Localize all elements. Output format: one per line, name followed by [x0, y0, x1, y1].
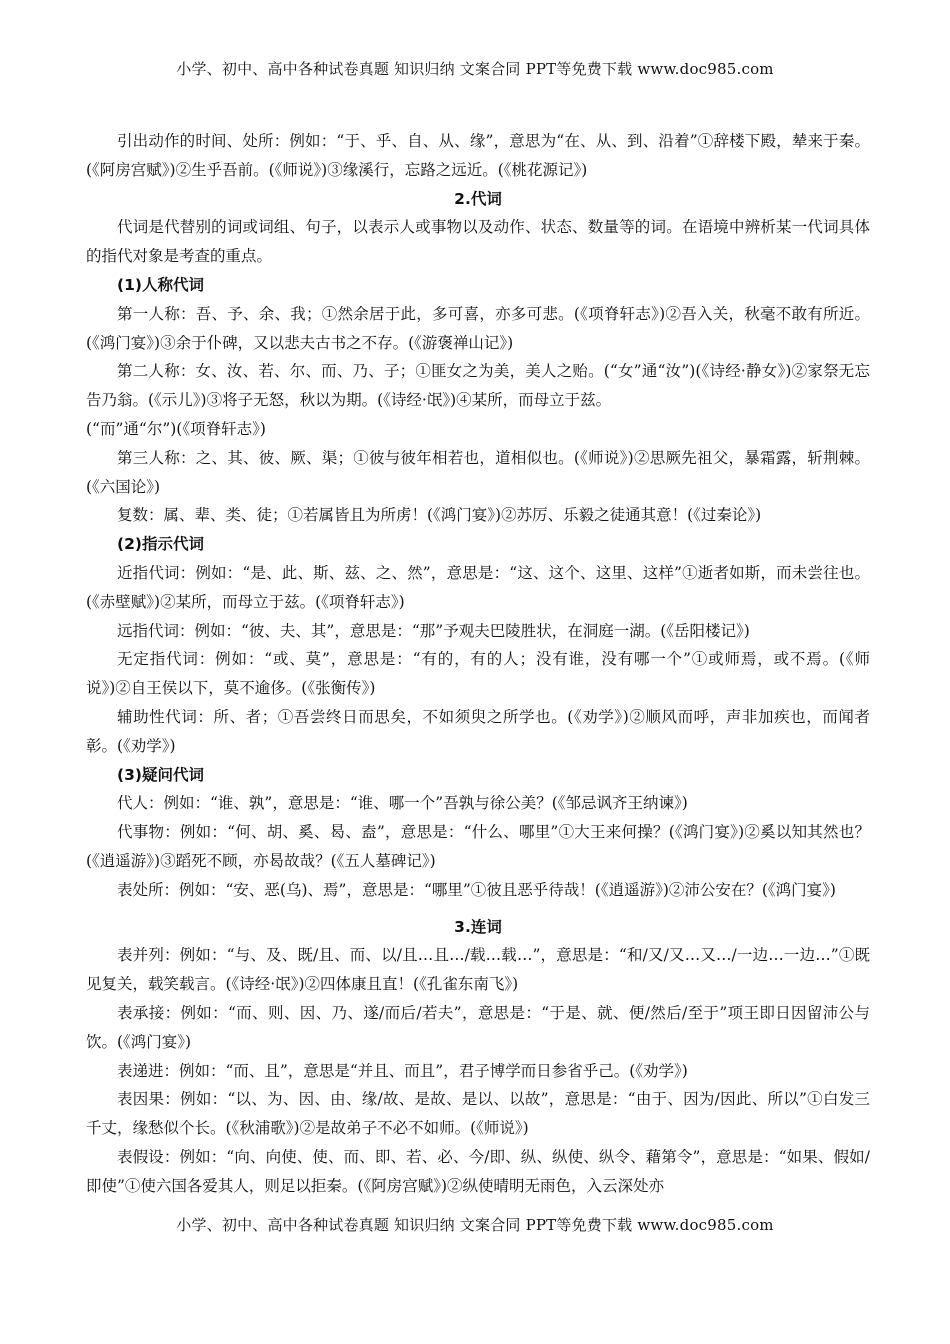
paragraph-interrogative-person: 代人：例如：“谁、孰”，意思是：“谁、哪一个”吾孰与徐公美？(《邹忌讽齐王纳谏》) [117, 794, 688, 813]
page-header: 小学、初中、高中各种试卷真题 知识归纳 文案合同 PPT等免费下载 www.doc985.com [176, 60, 774, 78]
document-body [86, 127, 870, 1200]
section-spacer [86, 905, 870, 913]
paragraph-conj-sequence: 表承接：例如：“而、则、因、乃、遂/而后/若夫”，意思是：“于是、就、便/然后/至于”项王即日因留沛公与饮。(《鸿门宴》) [86, 1003, 870, 1051]
paragraph-auxiliary-pronoun: 辅助性代词：所、者；①吾尝终日而思矣，不如须臾之所学也。(《劝学》)②顺风而呼，声非加疾也，而闻者彰。(《劝学》) [86, 707, 870, 755]
paragraph-conj-progressive: 表递进：例如：“而、且”，意思是“并且、而且”，君子博学而日参省乎己。(《劝学》) [117, 1061, 688, 1080]
paragraph-near-demonstrative: 近指代词：例如：“是、此、斯、兹、之、然”，意思是：“这、这个、这里、这样”①逝者如斯，而未尝往也。(《赤壁赋》)②某所，而母立于兹。(《项脊轩志》) [86, 563, 870, 611]
paragraph-pronoun-definition: 代词是代替别的词或词组、句子，以表示人或事物以及动作、状态、数量等的词。在语境中辨析某一代词具体的指代对象是考查的重点。 [86, 218, 870, 266]
section-heading-conjunction: 3.连词 [454, 917, 502, 936]
paragraph-second-person-note: (“而”通“尔”)(《项脊轩志》) [86, 419, 266, 438]
paragraph-conj-parallel: 表并列：例如：“与、及、既/且、而、以/且…且…/载…载…”，意思是：“和/又/又…又…/一边…一边…”①既见复关，载笑载言。(《诗经·氓》)②四体康且直！(《孔雀东南飞》) [86, 946, 870, 994]
paragraph-plural: 复数：属、辈、类、徒；①若属皆且为所虏！(《鸿门宴》)②苏厉、乐毅之徒通其意！(《过秦论》) [117, 506, 762, 525]
paragraph-time-place: 引出动作的时间、处所：例如：“于、乎、自、从、缘”，意思为“在、从、到、沿着”①辞楼下殿，辇来于秦。(《阿房宫赋》)②生乎吾前。(《师说》)③缘溪行，忘路之远近。(《桃花源记》) [86, 132, 870, 179]
page-footer: 小学、初中、高中各种试卷真题 知识归纳 文案合同 PPT等免费下载 www.doc985.com [176, 1216, 774, 1234]
paragraph-far-demonstrative: 远指代词：例如：“彼、夫、其”，意思是：“那”予观夫巴陵胜状，在洞庭一湖。(《岳阳楼记》) [117, 621, 750, 640]
paragraph-indefinite-pronoun: 无定指代词：例如：“或、莫”，意思是：“有的，有的人；没有谁，没有哪一个”①或师焉，或不焉。(《师说》)②自王侯以下，莫不逾侈。(《张衡传》) [86, 650, 870, 698]
paragraph-third-person: 第三人称：之、其、彼、厥、渠；①彼与彼年相若也，道相似也。(《师说》)②思厥先祖父，暴霜露，斩荆棘。(《六国论》) [86, 448, 870, 496]
subheading-personal-pronoun: (1)人称代词 [117, 275, 204, 294]
paragraph-second-person: 第二人称：女、汝、若、尔、而、乃、子；①匪女之为美，美人之贻。(“女”通“汝”)(《诗经·静女》)②家祭无忘告乃翁。(《示儿》)③将子无怒，秋以为期。(《诗经·氓》)④某所，而母立于兹。 [86, 362, 870, 410]
section-heading-pronoun: 2.代词 [454, 189, 502, 208]
subheading-demonstrative-pronoun: (2)指示代词 [117, 535, 204, 554]
paragraph-first-person: 第一人称：吾、予、余、我；①然余居于此，多可喜，亦多可悲。(《项脊轩志》)②吾入关，秋毫不敢有所近。(《鸿门宴》)③余于仆碑，又以悲夫古书之不存。(《游褒禅山记》) [86, 304, 870, 352]
paragraph-conj-causal: 表因果：例如：“以、为、因、由、缘/故、是故、是以、以故”，意思是：“由于、因为/因此、所以”①白发三千丈，缘愁似个长。(《秋浦歌》)②是故弟子不必不如师。(《师说》) [86, 1090, 870, 1138]
paragraph-interrogative-place: 表处所：例如：“安、恶(乌)、焉”，意思是：“哪里”①彼且恶乎待哉！(《逍遥游》)②沛公安在？(《鸿门宴》) [117, 880, 836, 899]
paragraph-conj-suppositional: 表假设：例如：“向、向使、使、而、即、若、必、今/即、纵、纵使、纵令、藉第令”，意思是：“如果、假如/即使”①使六国各爱其人，则足以拒秦。(《阿房宫赋》)②纵使晴明无雨色，入云深处亦 [86, 1147, 870, 1195]
subheading-interrogative-pronoun: (3)疑问代词 [117, 765, 204, 784]
paragraph-interrogative-thing: 代事物：例如：“何、胡、奚、曷、盍”，意思是：“什么、哪里”①大王来何操？(《鸿门宴》)②奚以知其然也？(《逍遥游》)③蹈死不顾，亦曷故哉？(《五人墓碑记》) [86, 823, 870, 870]
